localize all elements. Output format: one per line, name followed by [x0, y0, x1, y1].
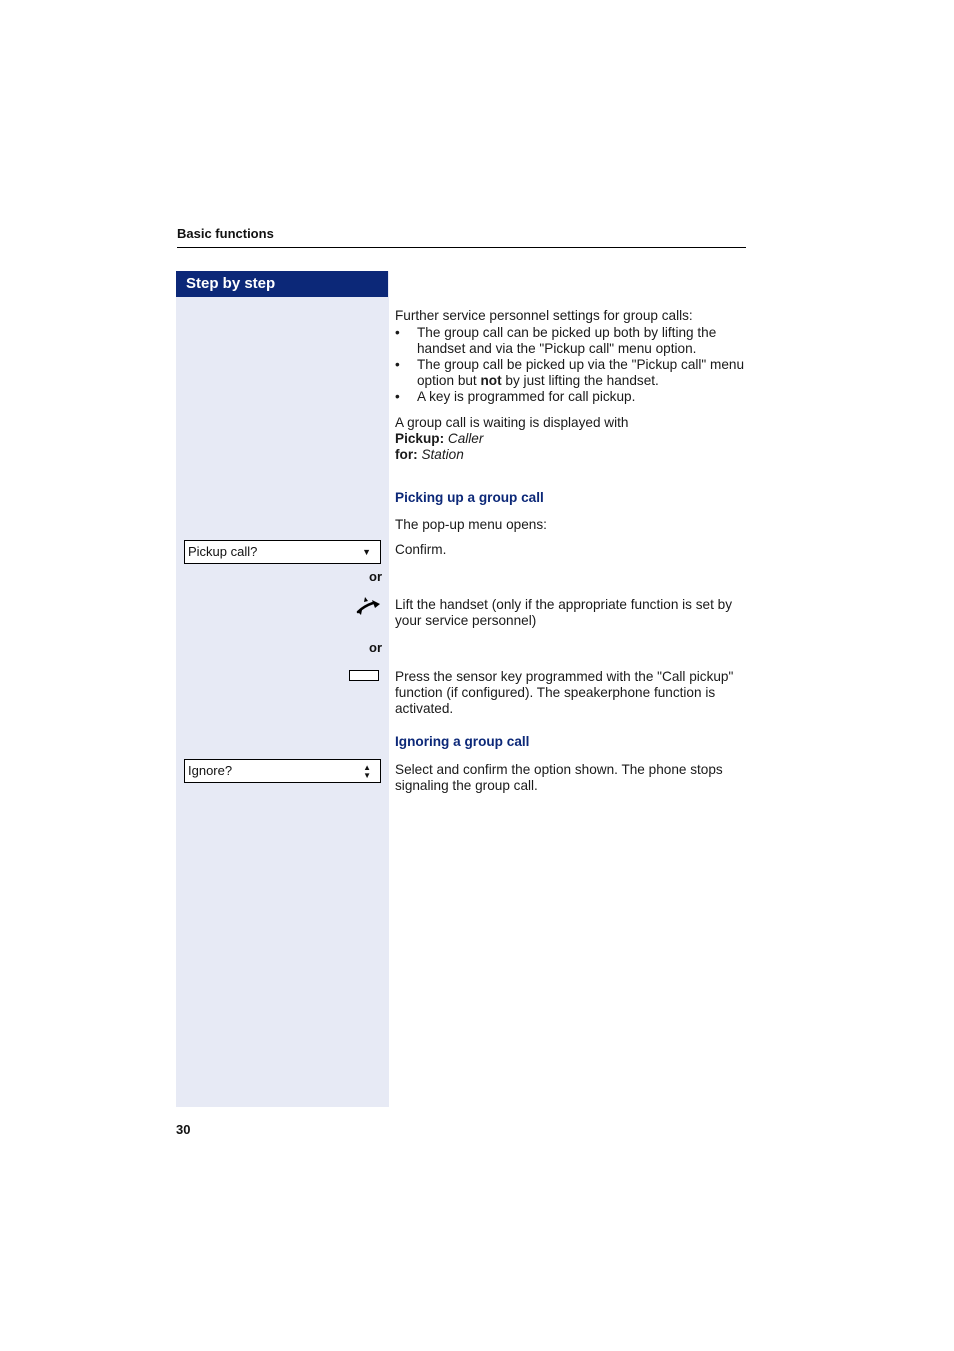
section-title-picking-up: Picking up a group call [395, 490, 544, 505]
ignore-menu-option[interactable] [184, 759, 381, 783]
list-item: • The group call can be picked up both by lifting the handset and via the "Pickup call" menu option. [395, 325, 747, 357]
list-item: • The group call be picked up via the "Pickup call" menu option but not by just lifting the handset. [395, 357, 747, 389]
intro-section [395, 308, 747, 405]
handset-text: Lift the handset (only if the appropriate function is set by your service personnel) [395, 597, 733, 628]
sensor-key-text: Press the sensor key programmed with the "Call pickup" function (if configured). The speakerphone function is activated. [395, 669, 734, 716]
pickup-line: Pickup: Caller [395, 431, 484, 446]
or-label: or [369, 569, 382, 584]
display-lead: A group call is waiting is displayed with [395, 415, 629, 430]
up-down-arrows-icon: ▲ ▼ [363, 763, 371, 780]
step-sidebar-title: Step by step [176, 271, 388, 297]
menu-option-label: Pickup call? [188, 544, 258, 559]
pickup-call-menu-option[interactable] [184, 540, 381, 564]
header-divider [177, 247, 746, 248]
page-number: 30 [176, 1122, 191, 1137]
sensor-key-icon [349, 670, 379, 681]
popup-text: The pop-up menu opens: [395, 517, 547, 532]
intro-bullet-list [395, 325, 747, 405]
handset-lift-icon [356, 597, 382, 617]
ignore-text: Select and confirm the option shown. The phone stops signaling the group call. [395, 762, 723, 793]
triangle-down-icon: ▼ [362, 547, 371, 557]
confirm-text: Confirm. [395, 542, 447, 557]
list-item: • A key is programmed for call pickup. [395, 389, 747, 405]
display-info [395, 415, 747, 463]
step-sidebar [176, 271, 389, 1107]
menu-option-label: Ignore? [188, 763, 233, 778]
section-title-ignoring: Ignoring a group call [395, 734, 530, 749]
for-line: for: Station [395, 447, 464, 462]
intro-lead: Further service personnel settings for group calls: [395, 308, 693, 323]
or-label: or [369, 640, 382, 655]
page-header-title: Basic functions [177, 226, 274, 241]
